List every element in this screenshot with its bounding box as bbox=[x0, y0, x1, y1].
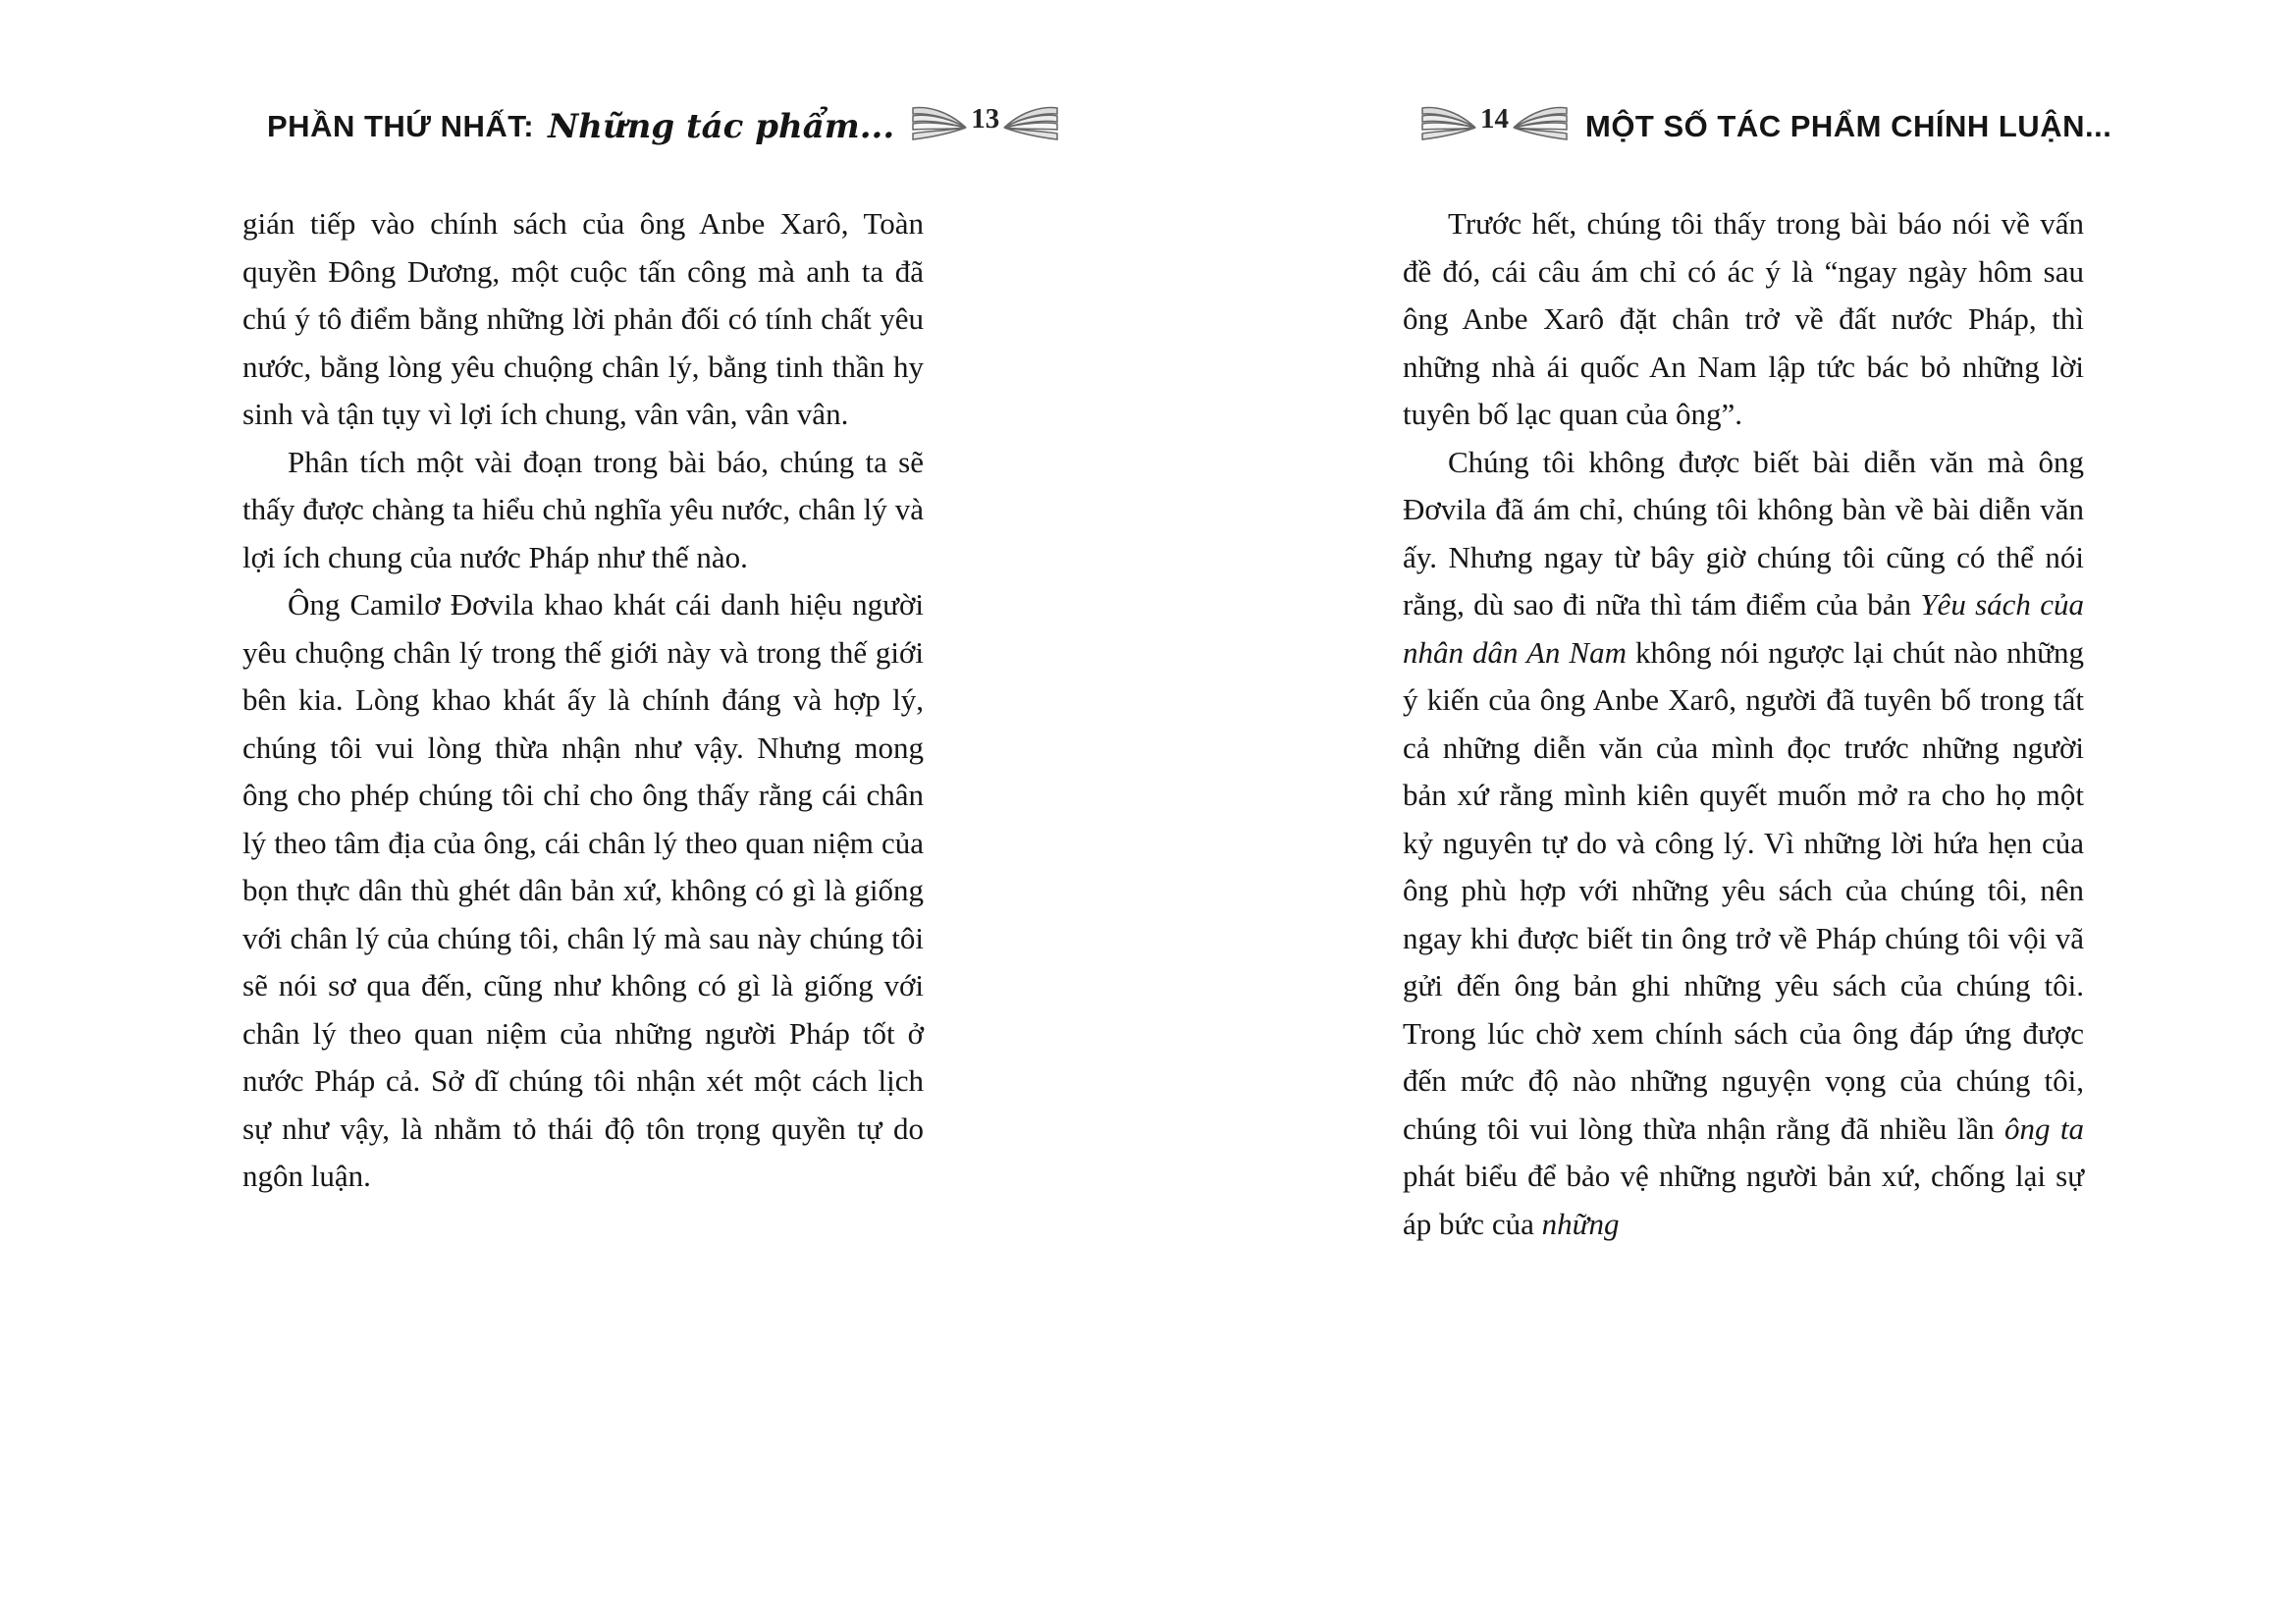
italic-text-run: ông ta bbox=[2004, 1110, 2084, 1146]
italic-text-run: Yêu sách của nhân dân An Nam bbox=[1403, 587, 2084, 670]
book-wing-icon bbox=[1513, 105, 1570, 148]
paragraph bbox=[1403, 439, 2084, 1249]
page-body-left bbox=[242, 200, 924, 1201]
page-body-right bbox=[1403, 200, 2084, 1248]
paragraph bbox=[242, 581, 924, 1201]
part-label: PHẦN THỨ NHẤT: bbox=[267, 109, 535, 143]
text-run: Trước hết, chúng tôi thấy trong bài báo nói về vấn đề đó, cái câu ám chỉ có ác ý là “ngay ngày hôm sau ông Anbe Xarô đặt chân trở về đất nước Pháp, thì những nhà ái quốc An Nam lập tức bác bỏ những lời tuyên bố lạc quan của ông”. bbox=[1403, 206, 2084, 431]
book-wing-icon bbox=[910, 105, 967, 148]
page-number: 14 bbox=[1480, 102, 1509, 135]
series-title: Những tác phẩm... bbox=[548, 107, 895, 146]
paragraph bbox=[242, 200, 924, 439]
text-run: Phân tích một vài đoạn trong bài báo, chúng ta sẽ thấy được chàng ta hiểu chủ nghĩa yêu nước, chân lý và lợi ích chung của nước Pháp như thế nào. bbox=[242, 444, 924, 574]
open-book-ornament bbox=[910, 102, 1060, 148]
text-run: gián tiếp vào chính sách của ông Anbe Xarô, Toàn quyền Đông Dương, một cuộc tấn công mà anh ta đã chú ý tô điểm bằng những lời phản đối có tính chất yêu nước, bằng lòng yêu chuộng chân lý, bằng tinh thần hy sinh và tận tụy vì lợi ích chung, vân vân, vân vân. bbox=[242, 206, 924, 431]
running-head-right bbox=[1404, 94, 2111, 159]
running-head-left bbox=[267, 94, 1076, 159]
text-run: phát biểu để bảo vệ những người bản xứ, chống lại sự áp bức của bbox=[1403, 1159, 2084, 1241]
chapter-title: MỘT SỐ TÁC PHẨM CHÍNH LUẬN... bbox=[1585, 109, 2112, 143]
paragraph bbox=[242, 439, 924, 582]
italic-text-run: những bbox=[1541, 1206, 1620, 1241]
open-book-ornament bbox=[1419, 102, 1570, 148]
text-run: Ông Camilơ Đơvila khao khát cái danh hiệu người yêu chuộng chân lý trong thế giới này và trong thế giới bên kia. Lòng khao khát ấy là chính đáng và hợp lý, chúng tôi vui lòng thừa nhận như vậy. Nhưng mong ông cho phép chúng tôi chỉ cho ông thấy rằng cái chân lý theo tâm địa của ông, cái chân lý theo quan niệm của bọn thực dân thù ghét dân bản xứ, không có gì là giống với chân lý của chúng tôi, chân lý mà sau này chúng tôi sẽ nói sơ qua đến, cũng như không có gì là giống với chân lý theo quan niệm của những người Pháp tốt ở nước Pháp cả. Sở dĩ chúng tôi nhận xét một cách lịch sự như vậy, là nhằm tỏ thái độ tôn trọng quyền tự do ngôn luận. bbox=[242, 587, 924, 1193]
book-wing-icon bbox=[1419, 105, 1476, 148]
book-wing-icon bbox=[1003, 105, 1060, 148]
text-run: Chúng tôi không được biết bài diễn văn mà ông Đơvila đã ám chỉ, chúng tôi không bàn về bài diễn văn ấy. Nhưng ngay từ bây giờ chúng tôi cũng có thể nói rằng, dù sao đi nữa thì tám điểm của bản bbox=[1403, 444, 2084, 622]
page-number: 13 bbox=[971, 102, 1000, 135]
text-run: không nói ngược lại chút nào những ý kiến của ông Anbe Xarô, người đã tuyên bố trong tất cả những diễn văn của mình đọc trước những người bản xứ rằng mình kiên quyết muốn mở ra cho họ một kỷ nguyên tự do và công lý. Vì những lời hứa hẹn của ông phù hợp với những yêu sách của chúng tôi, nên ngay khi được biết tin ông trở về Pháp chúng tôi vội vã gửi đến ông bản ghi những yêu sách của chúng tôi. Trong lúc chờ xem chính sách của ông đáp ứng được đến mức độ nào những nguyện vọng của chúng tôi, chúng tôi vui lòng thừa nhận rằng đã nhiều lần bbox=[1403, 634, 2084, 1146]
paragraph bbox=[1403, 200, 2084, 439]
